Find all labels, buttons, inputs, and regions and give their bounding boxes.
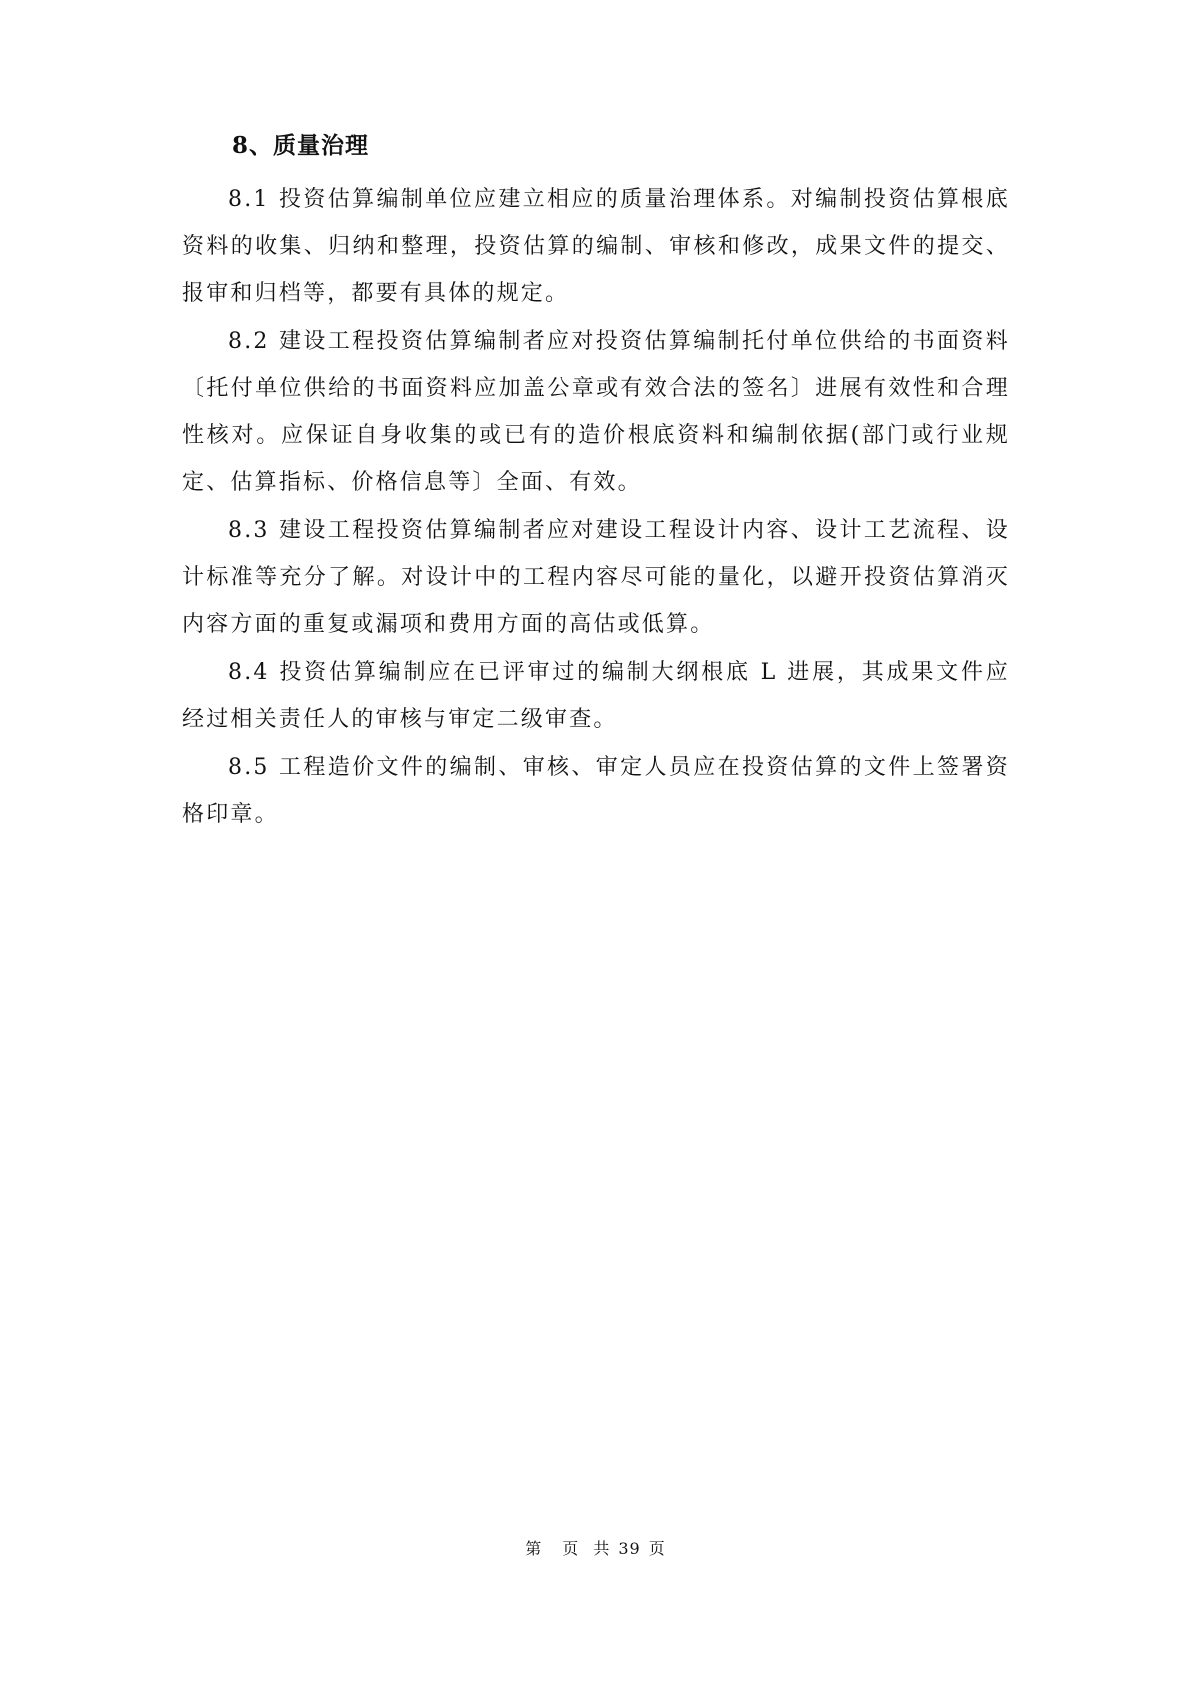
paragraph-8-5: 8.5 工程造价文件的编制、审核、审定人员应在投资估算的文件上签署资格印章。 xyxy=(182,755,1010,827)
section-heading: 8、质量治理 xyxy=(232,132,370,159)
paragraph-8-1: 8.1 投资估算编制单位应建立相应的质量治理体系。对编制投资估算根底资料的收集、归纳和整理，投资估算的编制、审核和修改，成果文件的提交、报审和归档等，都要有具体的规定。 xyxy=(182,187,1010,306)
page-footer xyxy=(0,1536,1191,1559)
paragraph-8-3: 8.3 建设工程投资估算编制者应对建设工程设计内容、设计工艺流程、设计标准等充分了解。对设计中的工程内容尽可能的量化，以避开投资估算消灭内容方面的重复或漏项和费用方面的高估或低算。 xyxy=(182,518,1010,637)
footer-page-label: 页 xyxy=(562,1539,580,1558)
footer-total-pages: 39 xyxy=(618,1539,641,1558)
footer-total-label: 共 xyxy=(593,1539,611,1558)
body-content xyxy=(182,176,1010,839)
footer-prefix: 第 xyxy=(525,1539,543,1558)
paragraph-8-2: 8.2 建设工程投资估算编制者应对投资估算编制托付单位供给的书面资料〔托付单位供给的书面资料应加盖公章或有效合法的签名〕进展有效性和合理性核对。应保证自身收集的或已有的造价根底资料和编制依据(部门或行业规定、估算指标、价格信息等〕全面、有效。 xyxy=(182,329,1010,495)
footer-suffix: 页 xyxy=(648,1539,666,1558)
paragraph-8-4: 8.4 投资估算编制应在已评审过的编制大纲根底 L 进展，其成果文件应经过相关责任人的审核与审定二级审查。 xyxy=(182,660,1010,732)
